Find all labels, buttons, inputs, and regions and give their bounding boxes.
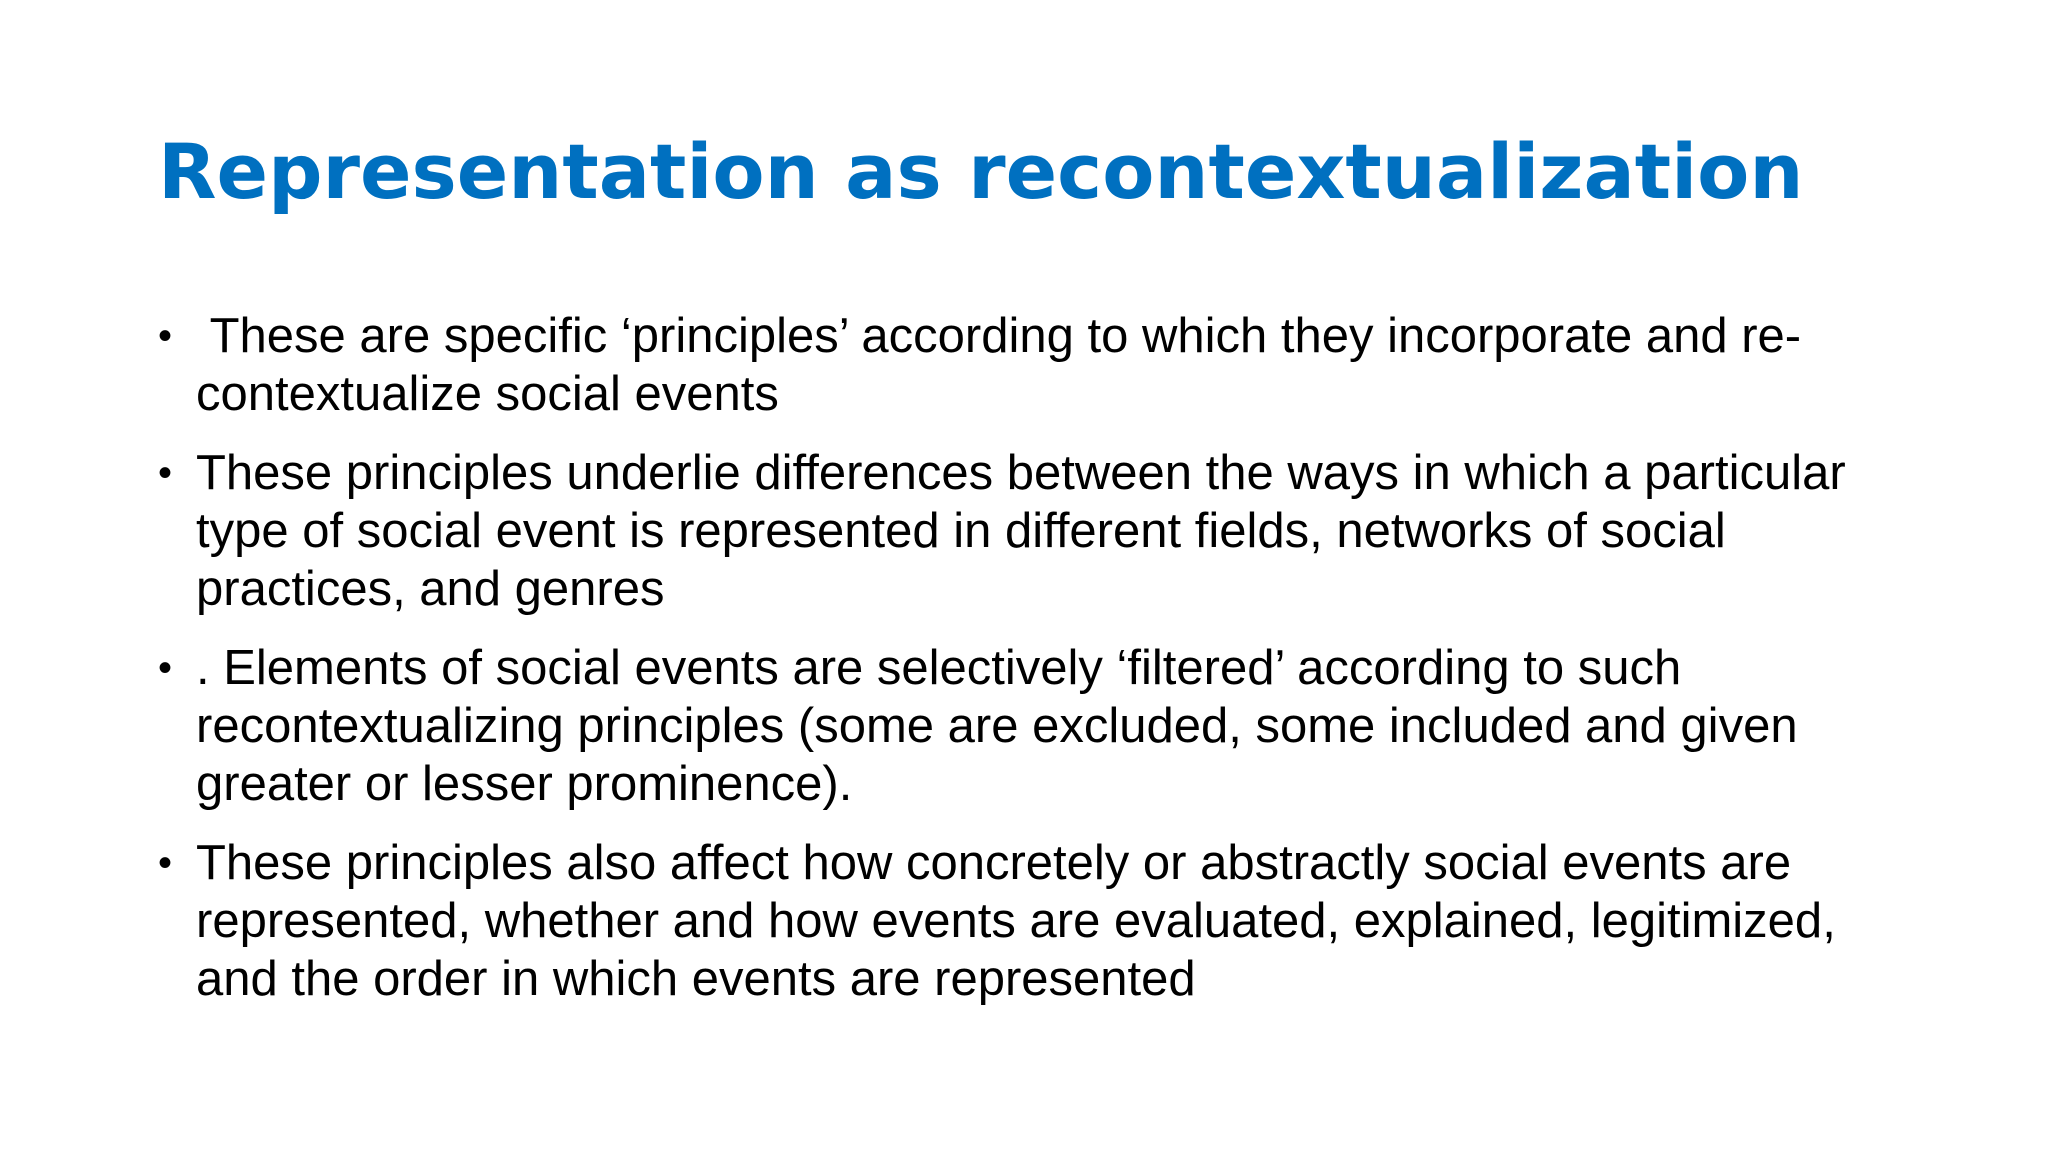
bullet-item (158, 444, 1918, 618)
slide-title: Representation as recontextualization (158, 127, 1804, 216)
bullet-item (158, 639, 1918, 813)
bullet-list (158, 307, 1918, 1029)
bullet-text: These are specific ‘principles’ according to which they incorporate and re-contextualize social events (196, 309, 1802, 421)
bullet-text: These principles also affect how concretely or abstractly social events are represented, whether and how events are evaluated, explained, legitimized, and the order in which events are represented (196, 836, 1836, 1006)
bullet-item (158, 307, 1918, 423)
bullet-dot-icon: • (158, 314, 173, 358)
bullet-dot-icon: • (158, 841, 173, 885)
bullet-dot-icon: • (158, 451, 173, 495)
bullet-text: . Elements of social events are selectively ‘filtered’ according to such recontextualizing principles (some are excluded, some included and given greater or lesser prominence). (196, 641, 1798, 811)
bullet-text: These principles underlie differences between the ways in which a particular type of social event is represented in different fields, networks of social practices, and genres (196, 446, 1846, 616)
bullet-dot-icon: • (158, 646, 173, 690)
bullet-item (158, 834, 1918, 1008)
